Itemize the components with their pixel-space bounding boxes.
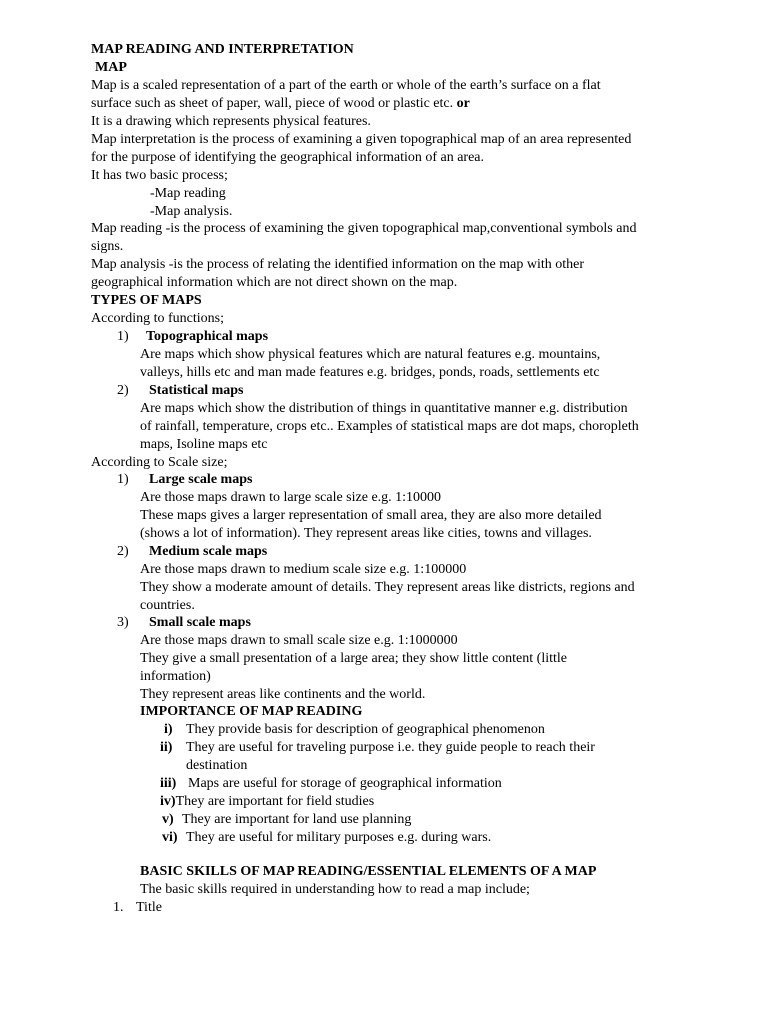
medium-scale-line-1: Are those maps drawn to medium scale size e.g. 1:100000 xyxy=(140,562,467,577)
small-scale-line-1: Are those maps drawn to small scale size e.g. 1:1000000 xyxy=(140,633,458,648)
importance-text: They provide basis for description of geographical phenomenon xyxy=(186,722,545,737)
topographical-line-1: Are maps which show physical features which are natural features e.g. mountains, xyxy=(140,347,601,362)
map-analysis-definition-1: Map analysis -is the process of relating the identified information on the map with other xyxy=(91,257,584,272)
importance-text: They are useful for military purposes e.g. during wars. xyxy=(186,830,492,845)
importance-item-ii-continued: destination xyxy=(186,758,248,773)
small-scale-heading: Small scale maps xyxy=(149,615,251,630)
importance-text: Maps are useful for storage of geographical information xyxy=(188,776,502,791)
two-process-line: It has two basic process; xyxy=(91,168,228,183)
roman-numeral: ii) xyxy=(160,740,173,755)
list-number: 1) xyxy=(117,472,129,487)
importance-text: They are useful for traveling purpose i.e. they guide people to reach their xyxy=(186,740,595,755)
types-heading: TYPES OF MAPS xyxy=(91,293,202,308)
roman-numeral: iii) xyxy=(160,776,177,791)
importance-text: They are important for land use planning xyxy=(182,812,412,827)
map-definition-line-3: It is a drawing which represents physical features. xyxy=(91,114,371,129)
small-scale-line-3: information) xyxy=(140,669,211,684)
importance-item-i xyxy=(164,721,545,739)
small-scale-line-2: They give a small presentation of a large area; they show little content (little xyxy=(140,651,567,666)
medium-scale-line-2: They show a moderate amount of details. They represent areas like districts, regions and xyxy=(140,580,635,595)
list-number: 2) xyxy=(117,544,129,559)
list-number: 1) xyxy=(117,329,129,344)
roman-numeral: v) xyxy=(162,812,174,827)
large-scale-line-1: Are those maps drawn to large scale size e.g. 1:10000 xyxy=(140,490,442,505)
map-reading-definition-1: Map reading -is the process of examining the given topographical map,conventional symbols and xyxy=(91,221,637,236)
statistical-line-3: maps, Isoline maps etc xyxy=(140,437,268,452)
medium-scale-line-3: countries. xyxy=(140,598,195,613)
according-scale: According to Scale size; xyxy=(91,455,228,470)
importance-item-v xyxy=(162,811,411,829)
importance-heading: IMPORTANCE OF MAP READING xyxy=(140,704,363,719)
doc-title: MAP READING AND INTERPRETATION xyxy=(91,42,354,57)
process-map-reading: -Map reading xyxy=(150,186,226,201)
importance-item-vi xyxy=(162,829,491,847)
large-scale-line-2: These maps gives a larger representation of small area, they are also more detailed xyxy=(140,508,602,523)
interpretation-line-1: Map interpretation is the process of examining a given topographical map of an area represented xyxy=(91,132,632,147)
list-number: 1. xyxy=(113,900,124,915)
large-scale-line-3: (shows a lot of information). They represent areas like cities, towns and villages. xyxy=(140,526,592,541)
list-number: 2) xyxy=(117,383,129,398)
or-word: or xyxy=(456,96,470,111)
topographical-line-2: valleys, hills etc and man made features e.g. bridges, ponds, roads, settlements etc xyxy=(140,365,600,380)
topographical-heading: Topographical maps xyxy=(146,329,269,344)
importance-item-ii xyxy=(160,739,595,757)
medium-scale-heading: Medium scale maps xyxy=(149,544,268,559)
basic-skills-intro: The basic skills required in understanding how to read a map include; xyxy=(140,882,530,897)
roman-numeral: i) xyxy=(164,722,173,737)
process-map-analysis: -Map analysis. xyxy=(150,204,233,219)
importance-item-iii xyxy=(160,775,502,793)
interpretation-line-2: for the purpose of identifying the geographical information of an area. xyxy=(91,150,485,165)
statistical-heading: Statistical maps xyxy=(149,383,244,398)
list-number: 3) xyxy=(117,615,129,630)
roman-numeral: vi) xyxy=(162,830,178,845)
map-definition-line-1: Map is a scaled representation of a part of the earth or whole of the earth’s surface on a flat xyxy=(91,78,601,93)
map-heading: MAP xyxy=(95,60,127,75)
map-reading-definition-2: signs. xyxy=(91,239,124,254)
large-scale-heading: Large scale maps xyxy=(149,472,253,487)
map-definition-text: surface such as sheet of paper, wall, piece of wood or plastic etc. xyxy=(91,96,454,111)
skill-text: Title xyxy=(136,900,162,915)
basic-skills-heading: BASIC SKILLS OF MAP READING/ESSENTIAL ELEMENTS OF A MAP xyxy=(140,864,597,879)
map-definition-line-2 xyxy=(91,95,470,113)
map-analysis-definition-2: geographical information which are not direct shown on the map. xyxy=(91,275,458,290)
importance-item-iv xyxy=(160,793,374,811)
small-scale-line-4: They represent areas like continents and the world. xyxy=(140,687,426,702)
statistical-line-2: of rainfall, temperature, crops etc.. Examples of statistical maps are dot maps, choropleth xyxy=(140,419,639,434)
statistical-line-1: Are maps which show the distribution of things in quantitative manner e.g. distribution xyxy=(140,401,628,416)
according-functions: According to functions; xyxy=(91,311,224,326)
roman-numeral: iv) xyxy=(160,794,176,809)
importance-text: They are important for field studies xyxy=(175,794,375,809)
skill-item-1 xyxy=(113,899,162,917)
